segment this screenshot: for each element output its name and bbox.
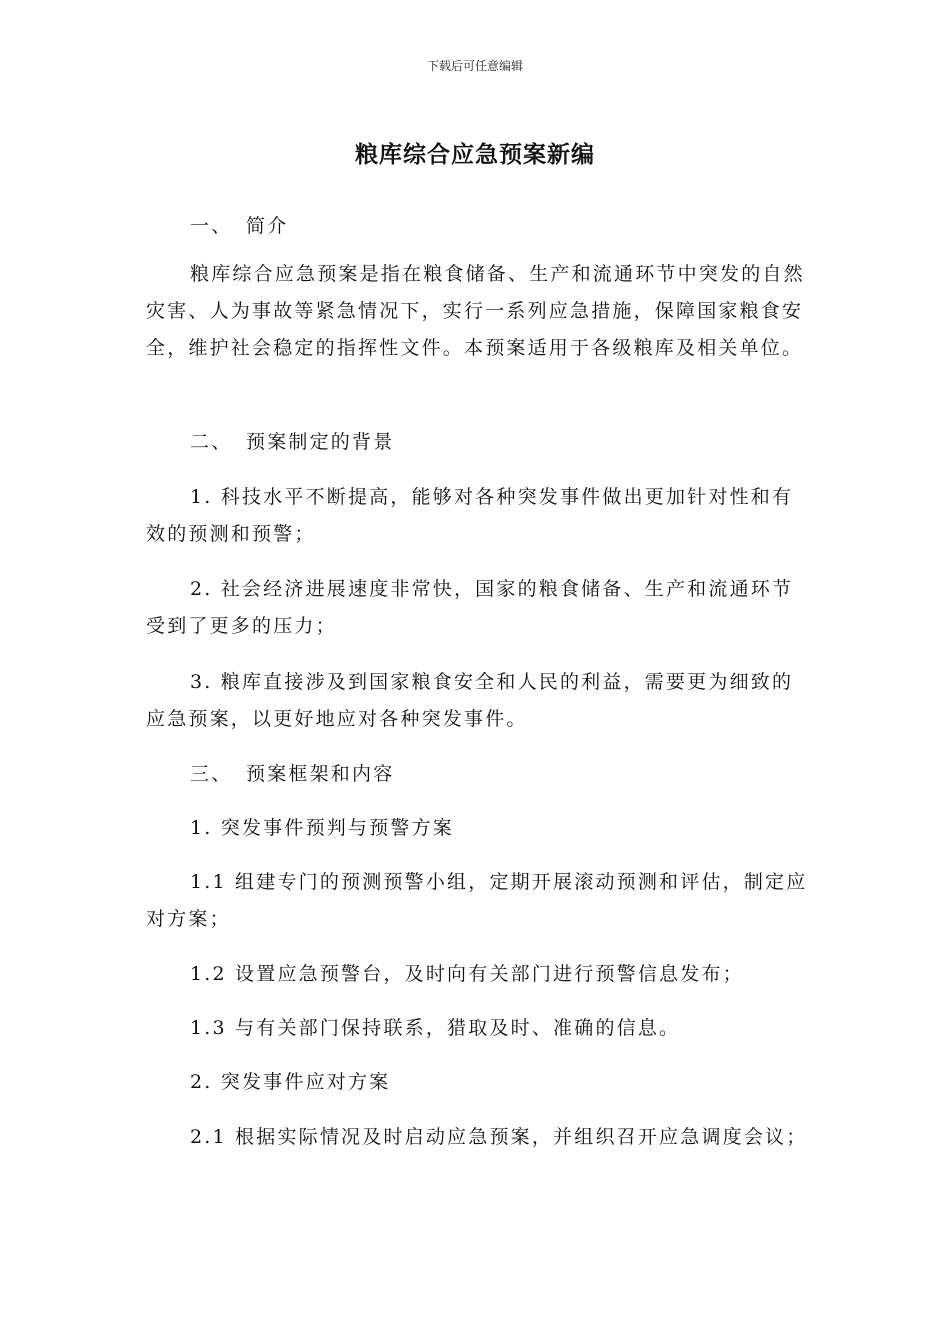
paragraph: 1. 突发事件预判与预警方案 <box>190 817 454 839</box>
paragraph: 1. 科技水平不断提高，能够对各种突发事件做出更加针对性和有效的预测和预警； <box>146 486 794 545</box>
document-title: 粮库综合应急预案新编 <box>355 142 595 168</box>
paragraph: 3. 粮库直接涉及到国家粮食安全和人民的利益，需要更为细致的应急预案，以更好地应对各种突发事件。 <box>146 671 794 730</box>
paragraph: 1.3 与有关部门保持联系，猎取及时、准确的信息。 <box>190 1017 681 1039</box>
paragraph: 1.1 组建专门的预测预警小组，定期开展滚动预测和评估，制定应对方案； <box>146 871 808 930</box>
paragraph: 2.1 根据实际情况及时启动应急预案，并组织召开应急调度会议； <box>190 1126 808 1148</box>
section-number: 三、 <box>190 763 233 785</box>
section-title: 预案框架和内容 <box>246 763 395 785</box>
section-heading-background <box>190 424 394 461</box>
section-title: 预案制定的背景 <box>246 431 395 453</box>
section-number: 二、 <box>190 431 233 453</box>
paragraph: 粮库综合应急预案是指在粮食储备、生产和流通环节中突发的自然灾害、人为事故等紧急情况下，实行一系列应急措施，保障国家粮食安全，维护社会稳定的指挥性文件。本预案适用于各级粮库及相关单位。 <box>146 263 805 359</box>
paragraph: 2. 突发事件应对方案 <box>190 1071 391 1093</box>
paragraph: 1.2 设置应急预警台，及时向有关部门进行预警信息发布； <box>190 963 744 985</box>
paragraph: 2. 社会经济进展速度非常快，国家的粮食储备、生产和流通环节受到了更多的压力； <box>146 578 794 637</box>
section-heading-framework <box>190 756 394 793</box>
header-note: 下载后可任意编辑 <box>426 59 523 73</box>
section-number: 一、 <box>190 215 233 237</box>
section-title: 简介 <box>246 215 289 237</box>
section-heading-intro <box>190 208 288 245</box>
